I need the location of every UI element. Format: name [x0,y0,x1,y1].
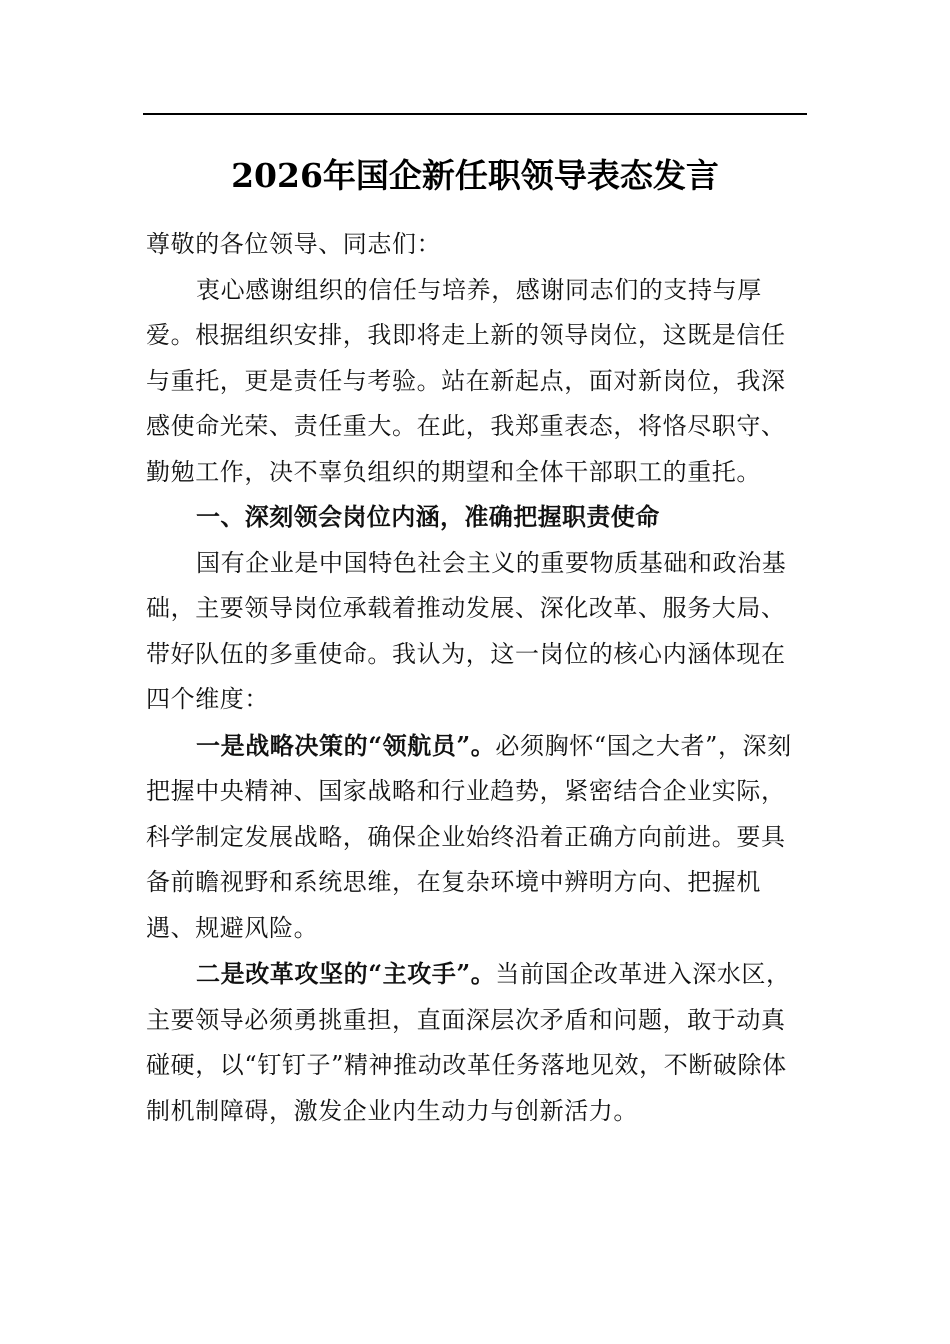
point-lead-2: 二是改革攻坚的“主攻手”。 [196,959,496,988]
intro-paragraph: 衷心感谢组织的信任与培养，感谢同志们的支持与厚爱。根据组织安排，我即将走上新的领导岗位，这既是信任与重托，更是责任与考验。站在新起点，面对新岗位，我深感使命光荣、责任重大。在此，我郑重表态，将恪尽职守、勤勉工作，决不辜负组织的期望和全体干部职工的重托。 [146,275,786,486]
point-paragraph-1 [146,723,806,952]
document-title: 2026年国企新任职领导表态发言 [231,156,719,195]
section-heading: 一、深刻领会岗位内涵，准确把握职责使命 [196,503,660,531]
section-paragraph: 国有企业是中国特色社会主义的重要物质基础和政治基础，主要领导岗位承载着推动发展、深化改革、服务大局、带好队伍的多重使命。我认为，这一岗位的核心内涵体现在四个维度： [146,548,787,713]
header-rule [143,113,807,115]
point-text-2: 当前国企改革进入深水区，主要领导必须勇挑重担，直面深层次矛盾和问题，敢于动真碰硬，以“钉钉子”精神推动改革任务落地见效，不断破除体制机制障碍，激发企业内生动力与创新活力。 [146,960,791,1125]
point-paragraph-2 [146,951,806,1134]
point-lead-1: 一是战略决策的“领航员”。 [196,730,496,760]
salutation: 尊敬的各位领导、同志们： [146,230,442,258]
point-text-1: 必须胸怀“国之大者”，深刻把握中央精神、国家战略和行业趋势，紧密结合企业实际，科学制定发展战略，确保企业始终沿着正确方向前进。要具备前瞻视野和系统思维，在复杂环境中辨明方向、把握机遇、规避风险。 [146,731,792,942]
document-body [146,222,806,1134]
